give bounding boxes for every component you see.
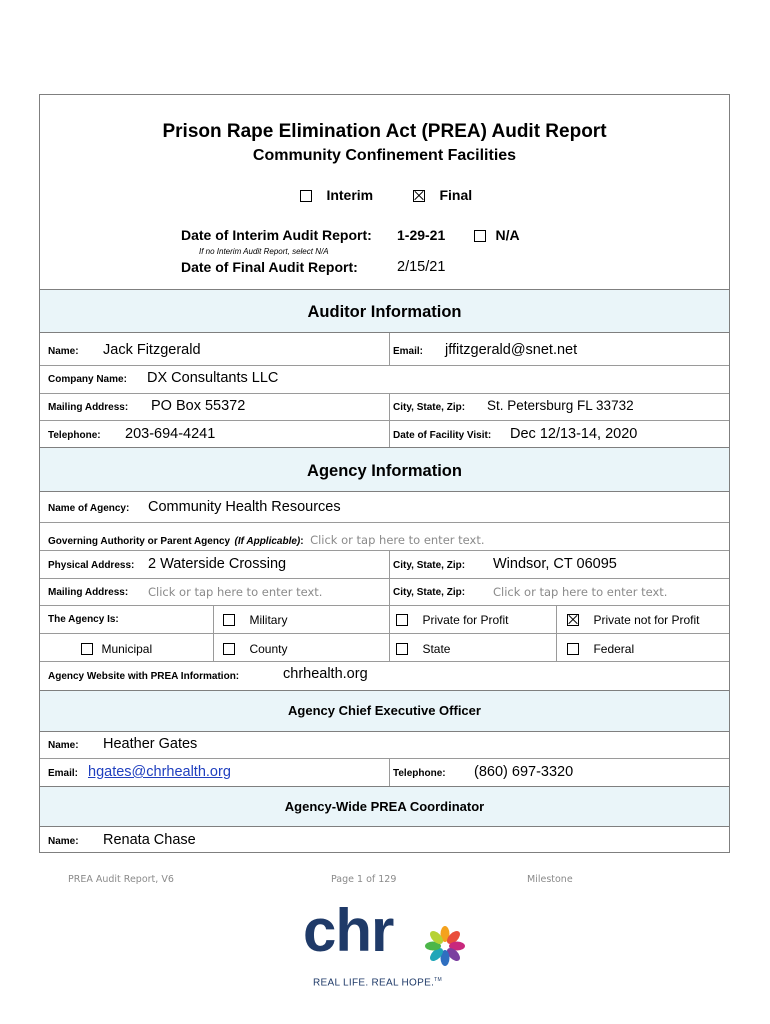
auditor-company-field[interactable]: DX Consultants LLC: [147, 370, 279, 386]
county-checkbox[interactable]: [223, 643, 235, 655]
na-label: N/A: [495, 227, 520, 243]
interim-note: If no Interim Audit Report, select N/A: [199, 247, 329, 256]
option-military[interactable]: [223, 611, 287, 629]
page-title: Prison Rape Elimination Act (PREA) Audit Report: [162, 121, 607, 142]
ceo-telephone-field[interactable]: (860) 697-3320: [474, 764, 574, 780]
chr-logo-text: chr: [303, 897, 394, 964]
auditor-section-header: [40, 289, 729, 333]
chr-logo-tagline: REAL LIFE. REAL HOPE.™: [313, 977, 442, 989]
auditor-company-label: Company Name:: [48, 374, 127, 385]
agency-mailing-label: Mailing Address:: [48, 587, 129, 598]
governing-authority-label: Governing Authority or Parent Agency: [48, 536, 231, 547]
auditor-city-label: City, State, Zip:: [393, 402, 466, 413]
flower-icon: [423, 924, 467, 968]
municipal-label: Municipal: [101, 642, 153, 656]
auditor-name-label: Name:: [48, 346, 79, 357]
ceo-section-title: Agency Chief Executive Officer: [288, 703, 481, 718]
agency-city-label: City, State, Zip:: [393, 560, 466, 571]
municipal-checkbox[interactable]: [81, 643, 93, 655]
governing-authority-row: [48, 531, 485, 549]
federal-checkbox[interactable]: [567, 643, 579, 655]
agency-mailing-city-field[interactable]: Click or tap here to enter text.: [493, 585, 668, 599]
interim-checkbox-group[interactable]: [300, 187, 373, 205]
ceo-email-label: Email:: [48, 768, 79, 779]
private-for-profit-label: Private for Profit: [422, 613, 509, 627]
private-for-profit-checkbox[interactable]: [396, 614, 408, 626]
audit-report-form: [39, 94, 730, 853]
footer-right-label: Milestone: [527, 874, 573, 885]
private-not-for-profit-label: Private not for Profit: [593, 613, 700, 627]
governing-authority-field[interactable]: Click or tap here to enter text.: [310, 533, 485, 547]
coordinator-section-title: Agency-Wide PREA Coordinator: [284, 799, 485, 814]
na-checkbox-group[interactable]: [474, 227, 520, 245]
ceo-email-link[interactable]: hgates@chrhealth.org: [88, 764, 231, 780]
agency-name-field[interactable]: Community Health Resources: [148, 499, 341, 515]
county-label: County: [249, 642, 288, 656]
agency-website-field[interactable]: chrhealth.org: [283, 666, 368, 682]
facility-visit-field[interactable]: Dec 12/13-14, 2020: [510, 426, 638, 442]
auditor-email-label: Email:: [393, 346, 424, 357]
federal-label: Federal: [593, 642, 635, 656]
na-checkbox[interactable]: [474, 230, 486, 242]
final-label: Final: [439, 187, 473, 203]
final-checkbox-group[interactable]: [413, 187, 472, 205]
auditor-section-title: Auditor Information: [307, 303, 462, 321]
interim-date-value[interactable]: 1-29-21: [397, 227, 446, 243]
chr-logo: [303, 897, 465, 990]
ceo-name-label: Name:: [48, 740, 79, 751]
agency-section-header: [40, 447, 729, 492]
agency-website-label: Agency Website with PREA Information:: [48, 671, 240, 682]
military-label: Military: [249, 613, 288, 627]
agency-mailing-field[interactable]: Click or tap here to enter text.: [148, 585, 323, 599]
agency-city-field[interactable]: Windsor, CT 06095: [493, 556, 617, 572]
interim-checkbox[interactable]: [300, 190, 312, 202]
option-state[interactable]: [396, 640, 450, 658]
facility-visit-label: Date of Facility Visit:: [393, 430, 492, 441]
option-municipal[interactable]: [81, 640, 152, 658]
private-not-for-profit-checkbox[interactable]: [567, 614, 579, 626]
agency-section-title: Agency Information: [307, 462, 462, 480]
ceo-telephone-label: Telephone:: [393, 768, 446, 779]
footer-page-number: Page 1 of 129: [331, 874, 397, 885]
physical-address-field[interactable]: 2 Waterside Crossing: [148, 556, 287, 572]
footer-report-version: PREA Audit Report, V6: [68, 874, 174, 885]
page-subtitle: Community Confinement Facilities: [252, 147, 517, 164]
coordinator-section-header: [40, 786, 729, 827]
auditor-mailing-field[interactable]: PO Box 55372: [151, 398, 246, 414]
auditor-city-field[interactable]: St. Petersburg FL 33732: [487, 398, 634, 413]
interim-date-label: Date of Interim Audit Report:: [181, 227, 372, 243]
state-label: State: [422, 642, 451, 656]
interim-label: Interim: [326, 187, 374, 203]
auditor-name-field[interactable]: Jack Fitzgerald: [103, 342, 201, 358]
military-checkbox[interactable]: [223, 614, 235, 626]
auditor-telephone-field[interactable]: 203-694-4241: [125, 426, 216, 442]
governing-authority-colon: :: [300, 536, 304, 547]
option-private-not-for-profit[interactable]: [567, 611, 700, 629]
final-date-label: Date of Final Audit Report:: [181, 259, 358, 275]
coordinator-name-field[interactable]: Renata Chase: [103, 832, 196, 848]
coordinator-name-label: Name:: [48, 836, 79, 847]
state-checkbox[interactable]: [396, 643, 408, 655]
auditor-email-field[interactable]: jffitzgerald@snet.net: [445, 342, 578, 358]
governing-authority-note: (If Applicable): [234, 536, 301, 547]
agency-name-label: Name of Agency:: [48, 503, 130, 514]
final-checkbox[interactable]: [413, 190, 425, 202]
agency-mailing-city-label: City, State, Zip:: [393, 587, 466, 598]
option-private-for-profit[interactable]: [396, 611, 508, 629]
final-date-value[interactable]: 2/15/21: [397, 259, 446, 275]
ceo-name-field[interactable]: Heather Gates: [103, 736, 198, 752]
auditor-telephone-label: Telephone:: [48, 430, 101, 441]
auditor-mailing-label: Mailing Address:: [48, 402, 129, 413]
physical-address-label: Physical Address:: [48, 560, 135, 571]
agency-is-label: The Agency Is:: [48, 614, 119, 625]
option-federal[interactable]: [567, 640, 634, 658]
option-county[interactable]: [223, 640, 287, 658]
ceo-section-header: [40, 690, 729, 732]
